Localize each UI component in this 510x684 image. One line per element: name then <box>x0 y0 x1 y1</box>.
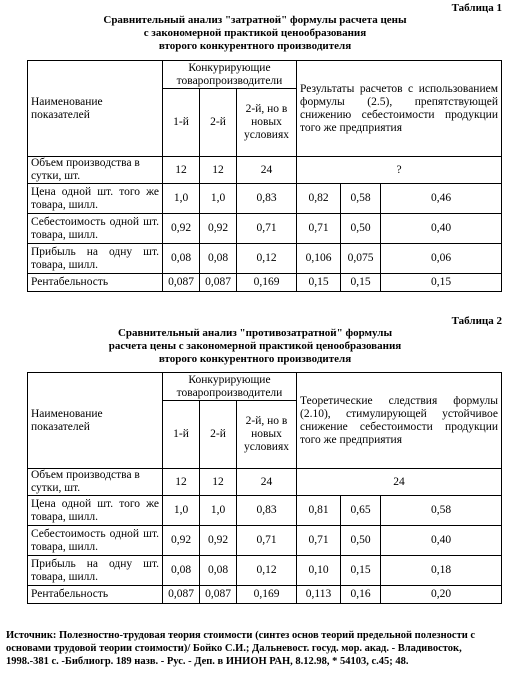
table2-title-line: расчета цены с закономерной практикой ценообразования <box>108 340 402 352</box>
table1-number: Таблица 1 <box>451 2 502 14</box>
row-name: Себестоимость одной шт. товара, шилл. <box>28 526 163 556</box>
source-note: Источник: Полезностно-трудовая теория стоимости (синтез основ теорий предельной полезности с основами трудовой теории стоимости)/ Бойко С.И.; Дальневост. госуд. мор. акад. - Владивосток, 1998.-381 с. -Библиогр. 189 назв. - Рус. - Деп. в ИНИОН РАН, 8.12.98, * 54103, с.45; 48. <box>6 630 476 667</box>
table-row <box>28 586 502 604</box>
cell: 0,92 <box>163 526 200 556</box>
table2-name-header: Наименование показателей <box>28 373 163 469</box>
table2 <box>27 372 502 604</box>
table1-subheader: 1-й <box>163 89 200 157</box>
cell: 0,92 <box>200 526 237 556</box>
row-name: Рентабельность <box>28 586 163 604</box>
cell: 12 <box>163 469 200 496</box>
cell: 0,92 <box>200 214 237 244</box>
cell: 0,087 <box>163 586 200 604</box>
table2-title <box>60 327 450 366</box>
cell: 0,58 <box>381 496 502 526</box>
cell: 0,40 <box>381 526 502 556</box>
cell: 1,0 <box>163 184 200 214</box>
table1-subheader: 2-й <box>200 89 237 157</box>
cell: 0,075 <box>341 244 381 274</box>
cell: 0,08 <box>200 556 237 586</box>
row-name: Себестоимость одной шт. товара, шилл. <box>28 214 163 244</box>
table1-name-header: Наименование показателей <box>28 61 163 157</box>
table2-subheader: 2-й, но в новых условиях <box>237 401 297 469</box>
table2-title-line: второго конкурентного производителя <box>158 353 352 365</box>
cell: 1,0 <box>163 496 200 526</box>
table-row <box>28 274 502 292</box>
cell: 0,71 <box>237 214 297 244</box>
cell: 0,92 <box>163 214 200 244</box>
table1-title <box>60 14 450 53</box>
table1 <box>27 60 502 292</box>
cell: 0,50 <box>341 526 381 556</box>
cell: 0,83 <box>237 496 297 526</box>
cell: 0,15 <box>341 274 381 292</box>
cell: 0,40 <box>381 214 502 244</box>
row-name: Цена одной шт. того же товара, шилл. <box>28 184 163 214</box>
table1-title-line: с закономерной практикой ценообразования <box>143 27 367 39</box>
table-row <box>28 157 502 184</box>
cell: 0,06 <box>381 244 502 274</box>
cell: 12 <box>163 157 200 184</box>
cell: 0,12 <box>237 556 297 586</box>
cell: 0,10 <box>297 556 341 586</box>
cell: 24 <box>297 469 502 496</box>
table2-subheader: 1-й <box>163 401 200 469</box>
table2-competitors-header: Конкурирующие товаропроизводители <box>163 373 297 401</box>
cell: 0,08 <box>200 244 237 274</box>
cell: ? <box>297 157 502 184</box>
table1-competitors-header: Конкурирующие товаропроизводители <box>163 61 297 89</box>
row-name: Рентабельность <box>28 274 163 292</box>
cell: 0,087 <box>163 274 200 292</box>
table1-title-line: Сравнительный анализ "затратной" формулы расчета цены <box>103 14 407 26</box>
row-name: Цена одной шт. того же товара, шилл. <box>28 496 163 526</box>
table2-number: Таблица 2 <box>451 315 502 327</box>
table-row <box>28 526 502 556</box>
table1-title-line: второго конкурентного производителя <box>158 40 352 52</box>
cell: 0,83 <box>237 184 297 214</box>
cell: 0,15 <box>381 274 502 292</box>
table-row <box>28 556 502 586</box>
cell: 1,0 <box>200 184 237 214</box>
table1-subheader: 2-й, но в новых условиях <box>237 89 297 157</box>
cell: 0,20 <box>381 586 502 604</box>
cell: 0,15 <box>341 556 381 586</box>
cell: 0,08 <box>163 244 200 274</box>
table-row <box>28 214 502 244</box>
table2-title-line: Сравнительный анализ "противозатратной" формулы <box>117 327 393 339</box>
cell: 0,169 <box>237 586 297 604</box>
cell: 0,71 <box>297 214 341 244</box>
cell: 0,65 <box>341 496 381 526</box>
table-row <box>28 184 502 214</box>
cell: 0,71 <box>297 526 341 556</box>
cell: 12 <box>200 157 237 184</box>
cell: 0,18 <box>381 556 502 586</box>
cell: 12 <box>200 469 237 496</box>
cell: 0,087 <box>200 274 237 292</box>
table-row <box>28 244 502 274</box>
cell: 0,113 <box>297 586 341 604</box>
row-name: Прибыль на одну шт. товара, шилл. <box>28 556 163 586</box>
cell: 0,50 <box>341 214 381 244</box>
table1-results-header: Результаты расчетов с использованием формулы (2.5), препятствующей снижению себестоимости продукции того же предприятия <box>297 61 502 157</box>
cell: 0,58 <box>341 184 381 214</box>
table-row <box>28 496 502 526</box>
table-row <box>28 469 502 496</box>
cell: 0,169 <box>237 274 297 292</box>
cell: 24 <box>237 469 297 496</box>
cell: 0,106 <box>297 244 341 274</box>
cell: 0,46 <box>381 184 502 214</box>
cell: 0,71 <box>237 526 297 556</box>
cell: 0,087 <box>200 586 237 604</box>
cell: 0,82 <box>297 184 341 214</box>
table2-results-header: Теоретические следствия формулы (2.10), стимулирующей устойчивое снижение себестоимости продукции того же предприятия <box>297 373 502 469</box>
cell: 1,0 <box>200 496 237 526</box>
table2-subheader: 2-й <box>200 401 237 469</box>
row-name: Прибыль на одну шт. товара, шилл. <box>28 244 163 274</box>
cell: 0,15 <box>297 274 341 292</box>
cell: 24 <box>237 157 297 184</box>
cell: 0,16 <box>341 586 381 604</box>
row-name: Объем производства в сутки, шт. <box>28 157 163 184</box>
row-name: Объем производства в сутки, шт. <box>28 469 163 496</box>
cell: 0,81 <box>297 496 341 526</box>
cell: 0,08 <box>163 556 200 586</box>
cell: 0,12 <box>237 244 297 274</box>
